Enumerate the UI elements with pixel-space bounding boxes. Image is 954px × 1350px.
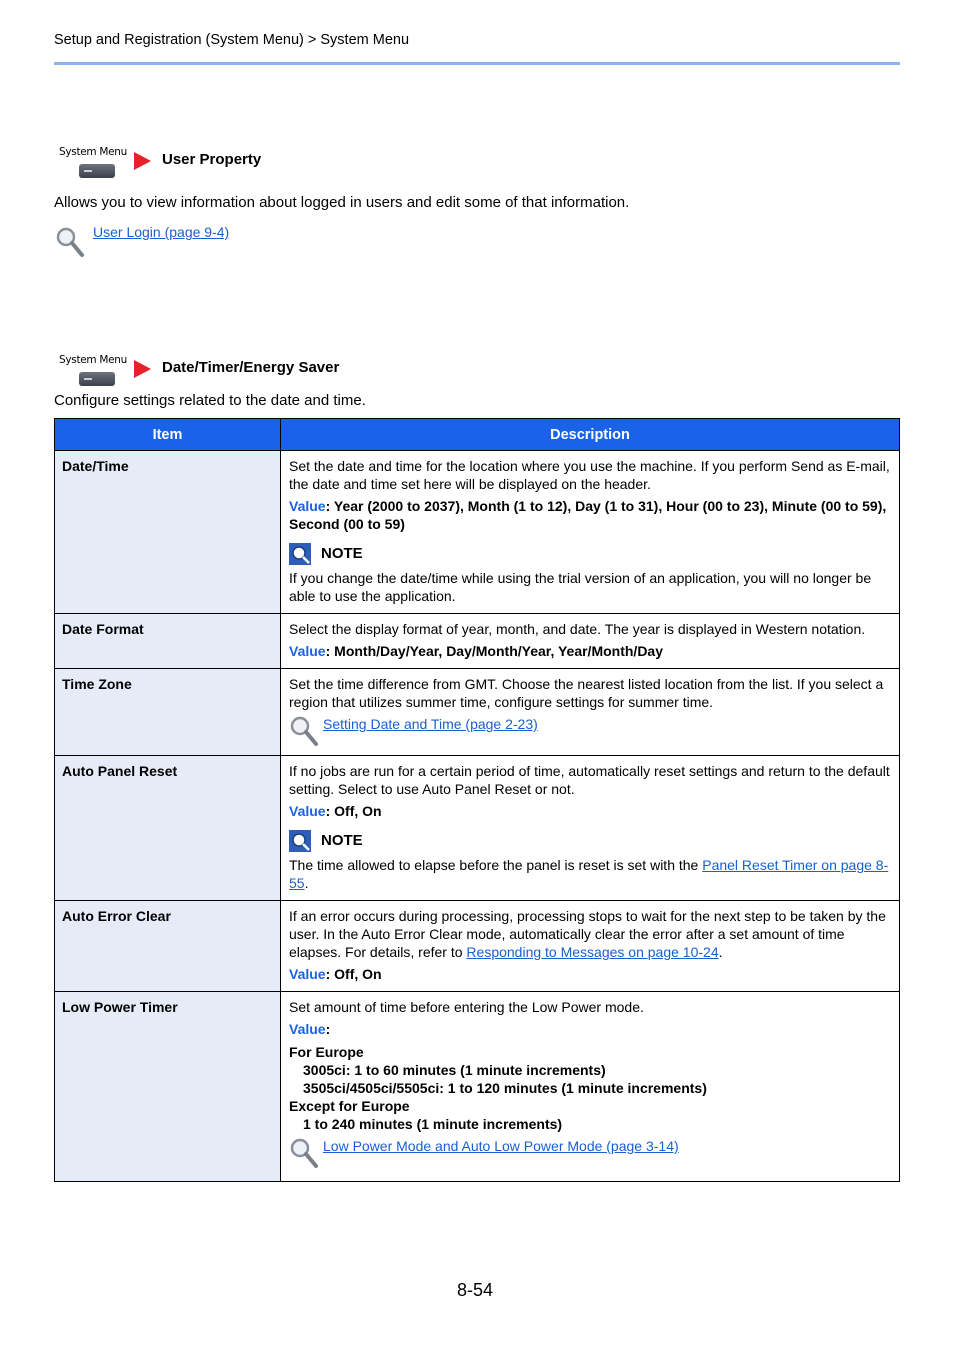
header-divider (54, 62, 900, 65)
value-line: Value: Off, On (289, 966, 382, 982)
magnifier-icon (55, 226, 85, 258)
user-login-link[interactable]: User Login (page 9-4) (93, 224, 230, 240)
reference (289, 1137, 891, 1169)
item-cell: Low Power Timer (55, 992, 281, 1182)
value-line: Value: (289, 1021, 331, 1037)
table-row (55, 669, 900, 756)
description-text-before: If an error occurs during processing, processing stops to wait for the next step to be taken by the user. In the Auto Error Clear mode, automatically clear the error after a set amount of time elapses. For details, refer to (289, 908, 886, 960)
description-text: Select the display format of year, month, and date. The year is displayed in Western notation. (289, 621, 866, 637)
description-cell (281, 756, 900, 901)
note-header (289, 830, 891, 852)
reference (289, 715, 891, 747)
section-title-user-property: User Property (162, 151, 262, 168)
item-cell: Date/Time (55, 451, 281, 614)
value-label: Value (289, 1021, 326, 1037)
note-text-before: The time allowed to elapse before the panel is reset is set with the (289, 857, 703, 873)
value-line: Value: Month/Day/Year, Day/Month/Year, Year/Month/Day (289, 643, 663, 659)
value-text: Month/Day/Year, Day/Month/Year, Year/Month/Day (334, 643, 663, 659)
note-header (289, 543, 891, 565)
item-cell: Time Zone (55, 669, 281, 756)
note-icon (289, 830, 311, 852)
table-row (55, 756, 900, 901)
item-cell: Auto Error Clear (55, 901, 281, 992)
value-label: Value (289, 803, 326, 819)
description-cell (281, 451, 900, 614)
system-menu-button-icon (79, 372, 115, 386)
value-text: Year (2000 to 2037), Month (1 to 12), Day (1 to 31), Hour (00 to 23), Minute (00 to 59), Second (00 to 59) (289, 498, 887, 532)
note-title: NOTE (321, 545, 363, 562)
except-europe-heading: Except for Europe (289, 1098, 410, 1114)
description-text: Set the date and time for the location where you use the machine. If you perform Send as E-mail, the date and time set here will be displayed on the header. (289, 458, 890, 492)
note-text: If you change the date/time while using the trial version of an application, you will no longer be able to use the application. (289, 570, 872, 604)
description-cell (281, 992, 900, 1182)
value-line: Value: Year (2000 to 2037), Month (1 to 12), Day (1 to 31), Hour (00 to 23), Minute (00 to 59), Second (00 to 59) (289, 498, 887, 532)
page-number: 8-54 (457, 1280, 494, 1300)
table-row (55, 614, 900, 669)
column-header-description: Description (281, 419, 900, 451)
system-menu-label: System Menu (59, 354, 128, 366)
table-row (55, 992, 900, 1182)
item-cell: Auto Panel Reset (55, 756, 281, 901)
value-text: Off, On (334, 966, 382, 982)
value-label: Value (289, 643, 326, 659)
low-power-mode-link[interactable]: Low Power Mode and Auto Low Power Mode (page 3-14) (323, 1138, 679, 1154)
value-label: Value (289, 498, 326, 514)
breadcrumb: Setup and Registration (System Menu) > System Menu (54, 32, 410, 48)
column-header-item: Item (55, 419, 281, 451)
table-header-row (55, 419, 900, 451)
system-menu-label: System Menu (59, 146, 128, 158)
europe-line-1: 3005ci: 1 to 60 minutes (1 minute increments) (303, 1062, 606, 1078)
panel-reset-timer-link[interactable]: Panel Reset Timer on page 8-55 (289, 857, 889, 891)
magnifier-icon (289, 715, 319, 747)
description-text-after: . (718, 944, 723, 960)
description-text: If no jobs are run for a certain period of time, automatically reset settings and return to the default setting. Select to use Auto Panel Reset or not. (289, 763, 890, 797)
note-text-after: . (304, 875, 309, 891)
date-timer-description: Configure settings related to the date and time. (54, 392, 366, 409)
user-property-description: Allows you to view information about logged in users and edit some of that information. (54, 194, 630, 211)
red-arrow-icon (134, 152, 151, 170)
europe-line-2: 3505ci/4505ci/5505ci: 1 to 120 minutes (1 minute increments) (303, 1080, 707, 1096)
note-text (289, 856, 891, 892)
note-icon (289, 543, 311, 565)
description-cell (281, 614, 900, 669)
table-row (55, 901, 900, 992)
description-cell (281, 669, 900, 756)
system-menu-button-icon (79, 164, 115, 178)
description-text: Set the time difference from GMT. Choose the nearest listed location from the list. If you select a region that utilizes summer time, configure settings for summer time. (289, 676, 884, 710)
value-line: Value: Off, On (289, 803, 382, 819)
responding-to-messages-link[interactable]: Responding to Messages on page 10-24 (466, 944, 719, 960)
setting-date-time-link[interactable]: Setting Date and Time (page 2-23) (323, 716, 538, 732)
magnifier-icon (289, 1137, 319, 1169)
system-menu-key-icon (59, 146, 129, 178)
item-cell: Date Format (55, 614, 281, 669)
value-label: Value (289, 966, 326, 982)
description-text: Set amount of time before entering the Low Power mode. (289, 999, 644, 1015)
red-arrow-icon (134, 360, 151, 378)
table-row (55, 451, 900, 614)
description-cell (281, 901, 900, 992)
value-text: Off, On (334, 803, 382, 819)
except-europe-line-1: 1 to 240 minutes (1 minute increments) (303, 1116, 563, 1132)
section-title-date-timer: Date/Timer/Energy Saver (162, 359, 340, 376)
system-menu-key-icon (59, 354, 129, 386)
for-europe-heading: For Europe (289, 1044, 364, 1060)
description-text (289, 907, 891, 961)
note-title: NOTE (321, 832, 363, 849)
settings-table (54, 418, 900, 1182)
